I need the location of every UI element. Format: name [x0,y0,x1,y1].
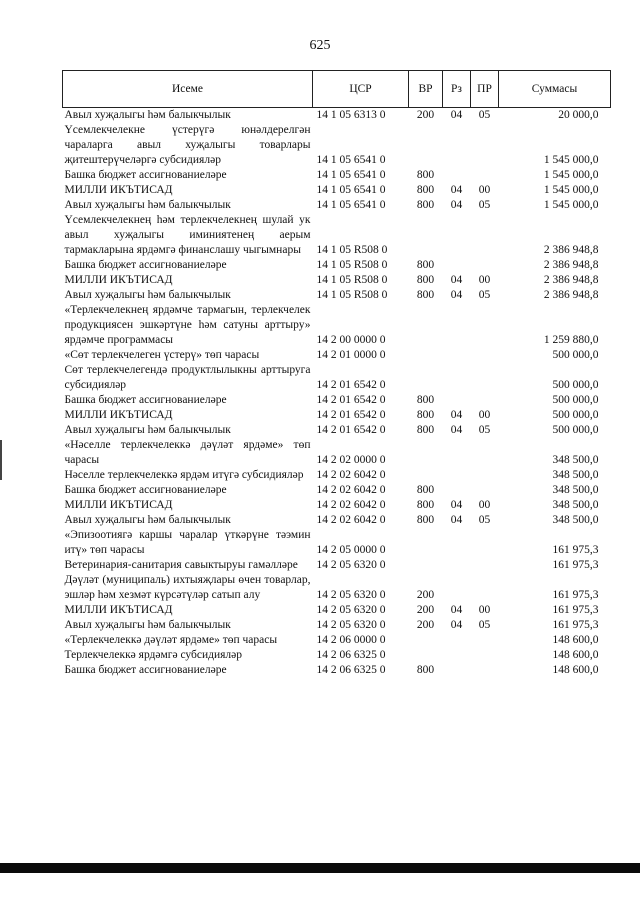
table-row [63,498,611,513]
cell-name: Башка бюджет ассигнованиеләре [64,484,227,496]
cell-csr: 14 1 05 6541 0 [316,154,386,166]
cell-sum: 348 500,0 [552,514,599,526]
cell-name: МИЛЛИ ИКЪТИСАД [64,499,173,511]
cell-name: МИЛЛИ ИКЪТИСАД [64,409,173,421]
table-row [63,468,611,483]
header-csr: ЦСР [313,71,409,108]
cell-name: МИЛЛИ ИКЪТИСАД [64,274,173,286]
header-pr: ПР [471,71,499,108]
cell-pr: 05 [478,619,491,631]
cell-csr: 14 2 02 6042 0 [316,499,386,511]
cell-csr: 14 2 01 6542 0 [316,409,386,421]
cell-rz: 04 [450,409,463,421]
cell-vr [409,123,443,168]
cell-vr: 200 [416,604,435,616]
cell-pr: 00 [478,184,491,196]
cell-name: Башка бюджет ассигнованиеләре [64,394,227,406]
table-row [63,303,611,348]
cell-rz [443,303,471,348]
cell-pr: 05 [478,109,491,121]
cell-pr [471,528,499,558]
cell-vr: 200 [416,589,435,601]
cell-name: «Нәселле терлекчелеккә дәүләт ярдәме» төп чарасы [64,439,311,466]
cell-vr: 800 [416,664,435,676]
cell-pr [471,558,499,573]
cell-vr: 800 [416,199,435,211]
cell-vr [409,363,443,393]
cell-rz: 04 [450,184,463,196]
cell-csr: 14 2 02 6042 0 [316,484,386,496]
cell-rz [443,348,471,363]
cell-vr [409,438,443,468]
cell-rz [443,558,471,573]
table-row [63,573,611,603]
cell-rz: 04 [450,604,463,616]
cell-sum: 500 000,0 [552,349,599,361]
cell-name: МИЛЛИ ИКЪТИСАД [64,604,173,616]
table-row [63,438,611,468]
cell-name: Авыл хуҗалыгы һәм балыкчылык [64,109,231,121]
cell-vr [409,303,443,348]
table-header-row [63,71,611,108]
cell-pr [471,438,499,468]
cell-name: Сөт терлекчелегендә продуктлылыкны арттыруга субсидияләр [64,364,311,391]
cell-csr: 14 2 06 6325 0 [316,664,386,676]
header-name: Исеме [63,71,313,108]
cell-rz [443,663,471,678]
cell-pr: 05 [478,514,491,526]
cell-csr: 14 2 05 6320 0 [316,559,386,571]
cell-pr [471,213,499,258]
table-row [63,483,611,498]
cell-rz [443,393,471,408]
cell-csr: 14 2 05 6320 0 [316,589,386,601]
cell-csr: 14 1 05 R508 0 [316,274,388,286]
cell-rz: 04 [450,499,463,511]
cell-pr: 05 [478,199,491,211]
cell-csr: 14 1 05 R508 0 [316,289,388,301]
cell-sum: 348 500,0 [552,469,599,481]
table-row [63,648,611,663]
cell-csr: 14 1 05 6541 0 [316,169,386,181]
cell-sum: 1 259 880,0 [543,334,599,346]
cell-sum: 2 386 948,8 [543,259,599,271]
cell-pr: 00 [478,274,491,286]
cell-name: Башка бюджет ассигнованиеләре [64,664,227,676]
cell-sum: 148 600,0 [552,664,599,676]
cell-csr: 14 2 01 6542 0 [316,394,386,406]
cell-csr: 14 1 05 6541 0 [316,199,386,211]
cell-sum: 161 975,3 [552,604,599,616]
cell-pr [471,363,499,393]
table-row [63,288,611,303]
cell-sum: 161 975,3 [552,559,599,571]
table-row [63,528,611,558]
cell-sum: 2 386 948,8 [543,289,599,301]
cell-sum: 161 975,3 [552,589,599,601]
table-row [63,558,611,573]
cell-vr: 800 [416,514,435,526]
cell-vr: 800 [416,484,435,496]
header-rz: Рз [443,71,471,108]
cell-vr: 800 [416,424,435,436]
cell-rz: 04 [450,619,463,631]
cell-vr: 800 [416,274,435,286]
cell-name: МИЛЛИ ИКЪТИСАД [64,184,173,196]
header-sum: Суммасы [499,71,611,108]
cell-csr: 14 1 05 R508 0 [316,259,388,271]
budget-table [62,70,611,678]
cell-rz [443,648,471,663]
cell-pr [471,573,499,603]
cell-vr: 800 [416,499,435,511]
cell-csr: 14 2 05 6320 0 [316,619,386,631]
cell-vr [409,648,443,663]
cell-name: Авыл хуҗалыгы һәм балыкчылык [64,514,231,526]
cell-pr [471,393,499,408]
cell-csr: 14 2 01 0000 0 [316,349,386,361]
cell-rz: 04 [450,199,463,211]
table-row [63,663,611,678]
cell-rz: 04 [450,274,463,286]
cell-pr [471,258,499,273]
cell-name: Авыл хуҗалыгы һәм балыкчылык [64,199,231,211]
cell-vr: 800 [416,259,435,271]
cell-rz [443,528,471,558]
table-row [63,603,611,618]
cell-pr [471,468,499,483]
table-row [63,273,611,288]
table-row [63,213,611,258]
cell-csr: 14 1 05 R508 0 [316,244,388,256]
cell-sum: 348 500,0 [552,454,599,466]
cell-name: Авыл хуҗалыгы һәм балыкчылык [64,424,231,436]
cell-rz: 04 [450,424,463,436]
table-row [63,198,611,213]
cell-sum: 500 000,0 [552,394,599,406]
scan-mark [0,440,2,480]
cell-rz [443,213,471,258]
cell-vr: 800 [416,394,435,406]
cell-sum: 348 500,0 [552,499,599,511]
table-row [63,258,611,273]
table-row [63,393,611,408]
table-row [63,168,611,183]
cell-csr: 14 2 06 6325 0 [316,649,386,661]
table-row [63,108,611,124]
cell-name: Авыл хуҗалыгы һәм балыкчылык [64,289,231,301]
cell-csr: 14 2 06 0000 0 [316,634,386,646]
cell-rz [443,468,471,483]
cell-csr: 14 2 01 6542 0 [316,379,386,391]
cell-sum: 148 600,0 [552,634,599,646]
cell-vr: 800 [416,409,435,421]
table-row [63,123,611,168]
cell-rz [443,483,471,498]
table-body [63,108,611,679]
cell-vr: 800 [416,169,435,181]
cell-pr [471,123,499,168]
cell-pr [471,303,499,348]
cell-sum: 2 386 948,8 [543,274,599,286]
cell-name: Башка бюджет ассигнованиеләре [64,259,227,271]
cell-vr [409,558,443,573]
cell-pr [471,633,499,648]
cell-pr [471,663,499,678]
cell-sum: 500 000,0 [552,424,599,436]
cell-name: Ветеринария-санитария савыктыруы гамәлләре [64,559,298,571]
cell-name: Үсемлекчелекнең һәм терлекчелекнең шулай ук авыл хуҗалыгы иминиятенең аерым тармакларына ярдәмгә финанслашу чыгымнары [64,214,311,256]
cell-rz [443,573,471,603]
cell-vr [409,528,443,558]
cell-vr [409,468,443,483]
cell-sum: 500 000,0 [552,409,599,421]
header-vr: ВР [409,71,443,108]
cell-pr [471,348,499,363]
cell-sum: 2 386 948,8 [543,244,599,256]
cell-rz: 04 [450,109,463,121]
cell-pr: 05 [478,424,491,436]
cell-vr: 200 [416,109,435,121]
cell-rz: 04 [450,289,463,301]
cell-sum: 1 545 000,0 [543,154,599,166]
cell-sum: 1 545 000,0 [543,199,599,211]
cell-rz [443,168,471,183]
cell-sum: 161 975,3 [552,619,599,631]
cell-rz [443,633,471,648]
cell-pr [471,648,499,663]
cell-csr: 14 2 02 6042 0 [316,469,386,481]
cell-sum: 148 600,0 [552,649,599,661]
cell-name: Авыл хуҗалыгы һәм балыкчылык [64,619,231,631]
cell-rz [443,258,471,273]
cell-sum: 500 000,0 [552,379,599,391]
cell-csr: 14 2 05 6320 0 [316,604,386,616]
cell-name: «Терлекчелеккә дәүләт ярдәме» төп чарасы [64,634,278,646]
table-row [63,408,611,423]
cell-rz [443,123,471,168]
table-row [63,513,611,528]
cell-rz [443,438,471,468]
table-row [63,348,611,363]
cell-name: «Сөт терлекчелеген үстерү» төп чарасы [64,349,260,361]
cell-name: «Терлекчелекнең ярдәмче тармагын, терлекчелек продукциясен эшкәртүне һәм сатуны арттыру» ярдәмче программасы [64,304,311,346]
table-row [63,618,611,633]
cell-sum: 1 545 000,0 [543,169,599,181]
cell-csr: 14 2 01 6542 0 [316,424,386,436]
cell-sum: 20 000,0 [558,109,599,121]
cell-rz: 04 [450,514,463,526]
cell-csr: 14 1 05 6313 0 [316,109,386,121]
cell-sum: 348 500,0 [552,484,599,496]
table-row [63,183,611,198]
scan-bottom-edge [0,863,640,873]
cell-name: Нәселле терлекчелеккә ярдәм итүгә субсидияләр [64,469,304,481]
cell-csr: 14 2 02 6042 0 [316,514,386,526]
cell-name: Башка бюджет ассигнованиеләре [64,169,227,181]
table-row [63,423,611,438]
cell-vr [409,213,443,258]
cell-name: Үсемлекчелекне үстерүгә юнәлдерелгән чараларга авыл хуҗалыгы товарлары җитештерүчеләргә субсидияләр [64,124,311,166]
cell-name: Дәүләт (муниципаль) ихтыяҗлары өчен товарлар, эшләр һәм хезмәт күрсәтүләр сатып алу [64,574,311,601]
cell-pr: 00 [478,409,491,421]
cell-csr: 14 2 02 0000 0 [316,454,386,466]
cell-rz [443,363,471,393]
cell-sum: 161 975,3 [552,544,599,556]
page-number: 625 [309,38,331,53]
cell-name: Терлекчелеккә ярдәмгә субсидияләр [64,649,243,661]
cell-csr: 14 1 05 6541 0 [316,184,386,196]
cell-vr: 200 [416,619,435,631]
cell-vr: 800 [416,184,435,196]
cell-vr [409,633,443,648]
table-row [63,633,611,648]
cell-sum: 1 545 000,0 [543,184,599,196]
cell-csr: 14 2 00 0000 0 [316,334,386,346]
cell-pr [471,483,499,498]
cell-name: «Эпизоотиягә каршы чаралар үткәрүне тәэмин итү» төп чарасы [64,529,311,556]
cell-pr [471,168,499,183]
cell-csr: 14 2 05 0000 0 [316,544,386,556]
cell-vr [409,348,443,363]
cell-pr: 00 [478,604,491,616]
cell-vr: 800 [416,289,435,301]
table-row [63,363,611,393]
cell-pr: 00 [478,499,491,511]
cell-pr: 05 [478,289,491,301]
